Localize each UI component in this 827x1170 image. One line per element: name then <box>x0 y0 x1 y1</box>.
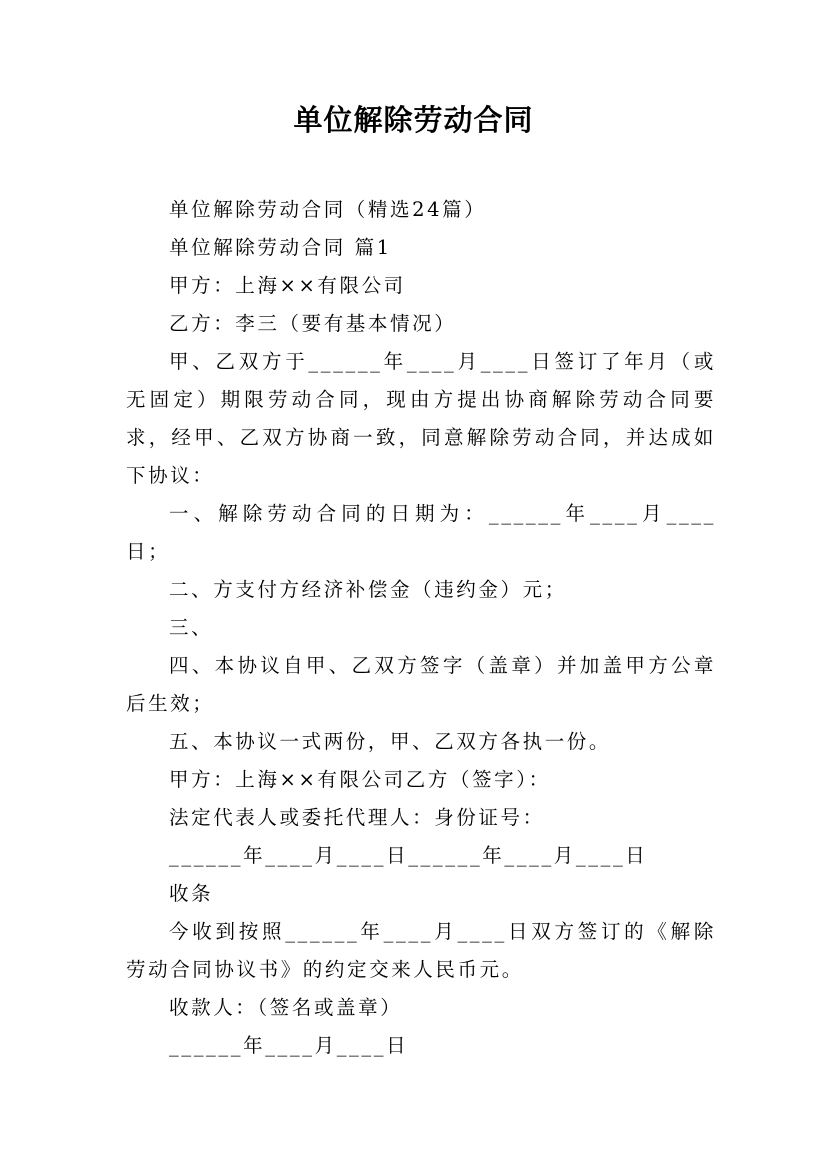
paragraph-subtitle: 单位解除劳动合同（精选24篇） <box>169 198 487 221</box>
paragraph-party-b: 乙方：李三（要有基本情况） <box>169 312 457 335</box>
paragraph-representative: 法定代表人或委托代理人：身份证号： <box>169 806 545 829</box>
paragraph-receipt-date: ______年____月____日 <box>169 1034 409 1057</box>
paragraph-party-a: 甲方：上海××有限公司 <box>169 274 406 297</box>
document-body <box>126 191 716 1065</box>
document-title: 单位解除劳动合同 <box>293 103 534 137</box>
paragraph-section-heading: 单位解除劳动合同 篇1 <box>169 236 392 259</box>
paragraph-receipt-heading: 收条 <box>169 882 214 905</box>
paragraph-clause-5: 五、本协议一式两份，甲、乙双方各执一份。 <box>169 730 612 753</box>
paragraph-clause-4: 四、本协议自甲、乙双方签字（盖章）并加盖甲方公章后生效； <box>126 654 716 715</box>
paragraph-payee: 收款人：（签名或盖章） <box>169 996 403 1019</box>
paragraph-clause-1: 一、解除劳动合同的日期为：______年____月____日； <box>126 502 716 563</box>
paragraph-clause-2: 二、方支付方经济补偿金（违约金）元； <box>169 578 567 601</box>
paragraph-receipt-text: 今收到按照______年____月____日双方签订的《解除劳动合同协议书》的约定交来人民币元。 <box>126 920 716 981</box>
paragraph-clause-3: 三、 <box>169 616 214 639</box>
paragraph-signature-dates: ______年____月____日______年____月____日 <box>169 844 648 867</box>
paragraph-signature-parties: 甲方：上海××有限公司乙方（签字）： <box>169 768 551 791</box>
paragraph-agreement-intro: 甲、乙双方于______年____月____日签订了年月（或无固定）期限劳动合同，现由方提出协商解除劳动合同要求，经甲、乙双方协商一致，同意解除劳动合同，并达成如下协议： <box>126 350 716 487</box>
